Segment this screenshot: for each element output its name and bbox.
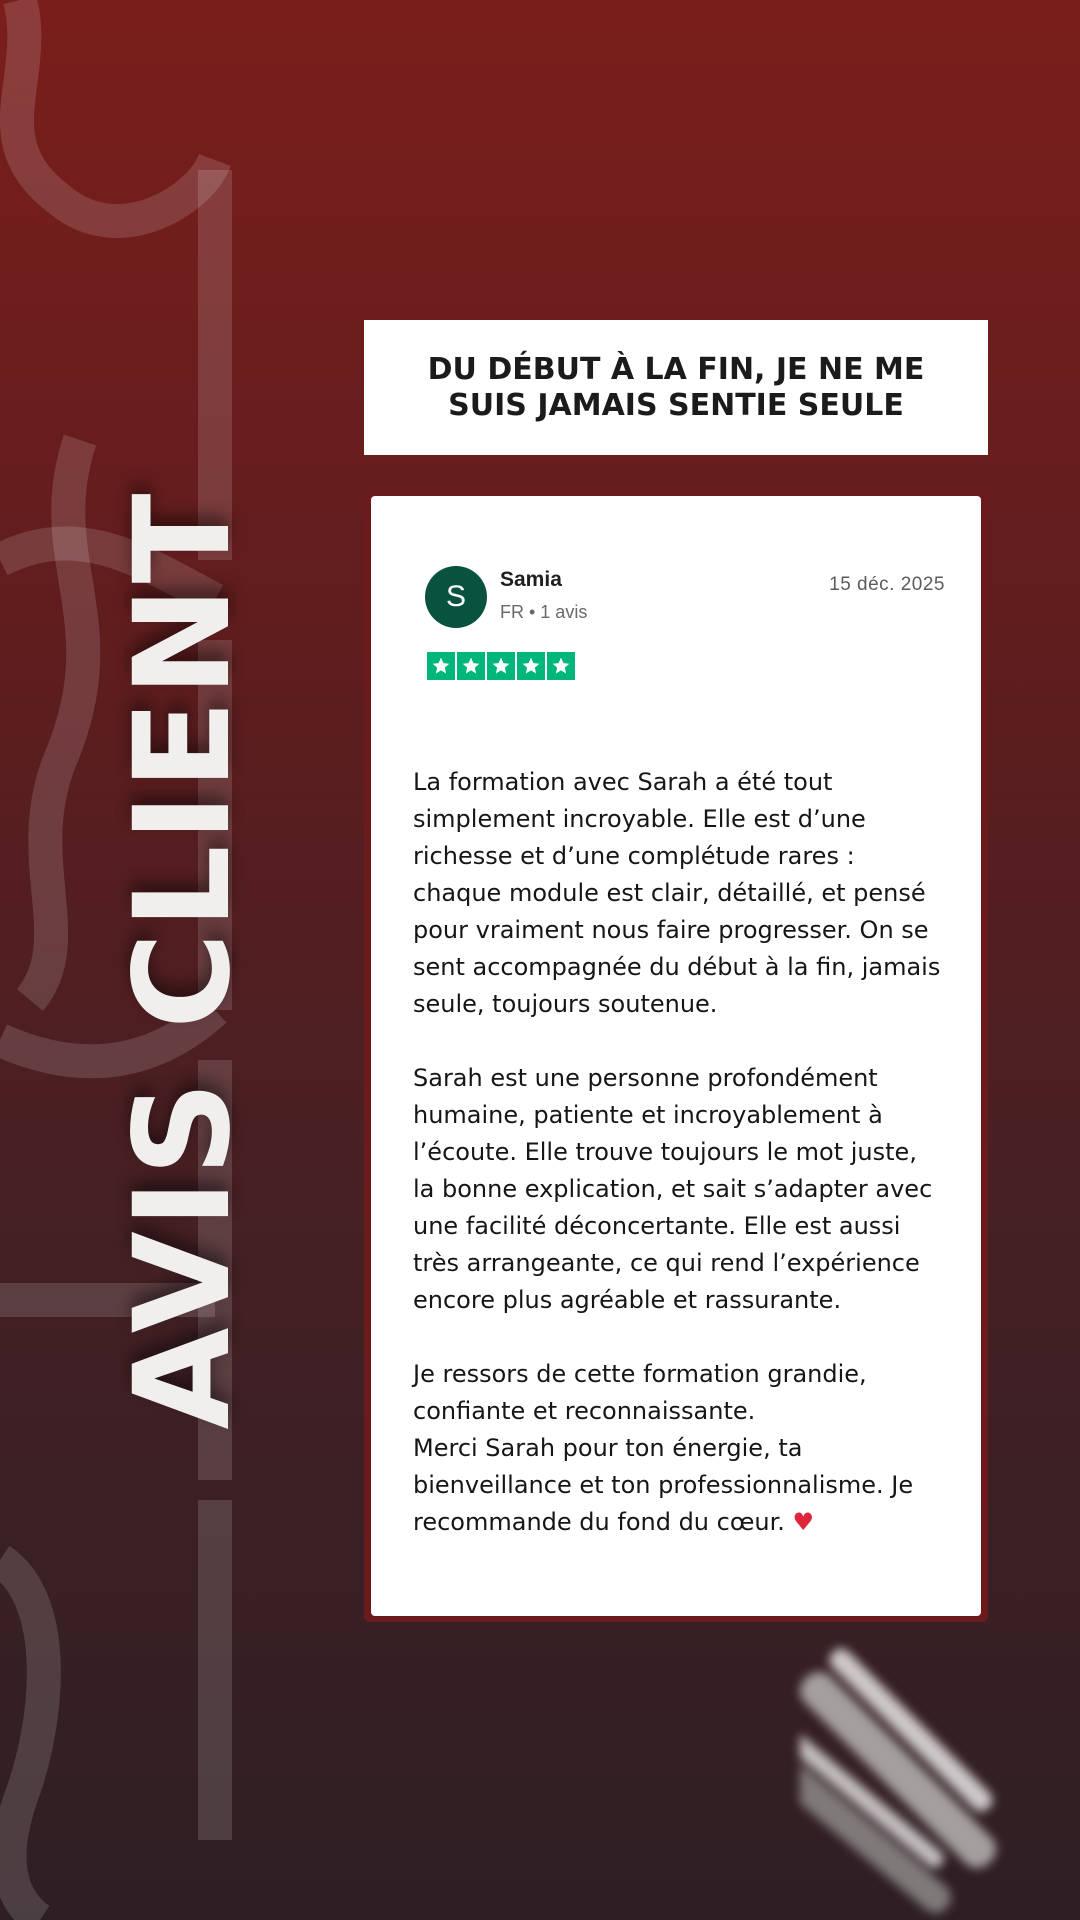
star-icon: [517, 652, 545, 680]
hair-straightener-image: [800, 1590, 1080, 1920]
star-icon: [457, 652, 485, 680]
review-paragraph: Je ressors de cette formation grandie, confiante et reconnaissante.: [413, 1360, 867, 1425]
headline-title: DU DÉBUT À LA FIN, JE NE ME SUIS JAMAIS SENTIE SEULE: [427, 351, 925, 423]
review-date: 15 déc. 2025: [829, 574, 945, 595]
review-text: [413, 764, 943, 1541]
review-paragraph: La formation avec Sarah a été tout simplement incroyable. Elle est d’une richesse et d’une complétude rares : chaque module est clair, détaillé, et pensé pour vraiment nous faire progresser. On se sent accompagnée du début à la fin, jamais seule, toujours soutenue.: [413, 768, 941, 1018]
review-paragraph-text: Merci Sarah pour ton énergie, ta bienveillance et ton professionnalisme. Je recommande du fond du cœur.: [413, 1434, 914, 1536]
star-icon: [547, 652, 575, 680]
review-card-frame: [364, 490, 988, 1622]
avatar: S: [425, 566, 487, 628]
star-icon: [487, 652, 515, 680]
reviewer-name: Samia: [500, 568, 562, 591]
star-rating: [427, 652, 575, 680]
review-paragraph-last: [413, 1430, 943, 1541]
star-icon: [427, 652, 455, 680]
review-card: [371, 496, 981, 1616]
reviewer-meta: FR • 1 avis: [500, 602, 588, 622]
headline-banner: [364, 320, 988, 455]
review-paragraph: Sarah est une personne profondément humaine, patiente et incroyablement à l’écoute. Elle trouve toujours le mot juste, la bonne explication, et sait s’adapter avec une facilité déconcertante. Elle est aussi très arrangeante, ce qui rend l’expérience encore plus agréable et rassurante.: [413, 1064, 933, 1314]
side-title-avis-client: AVIS CLIENT: [106, 490, 260, 1430]
heart-icon: ♥: [792, 1508, 815, 1536]
